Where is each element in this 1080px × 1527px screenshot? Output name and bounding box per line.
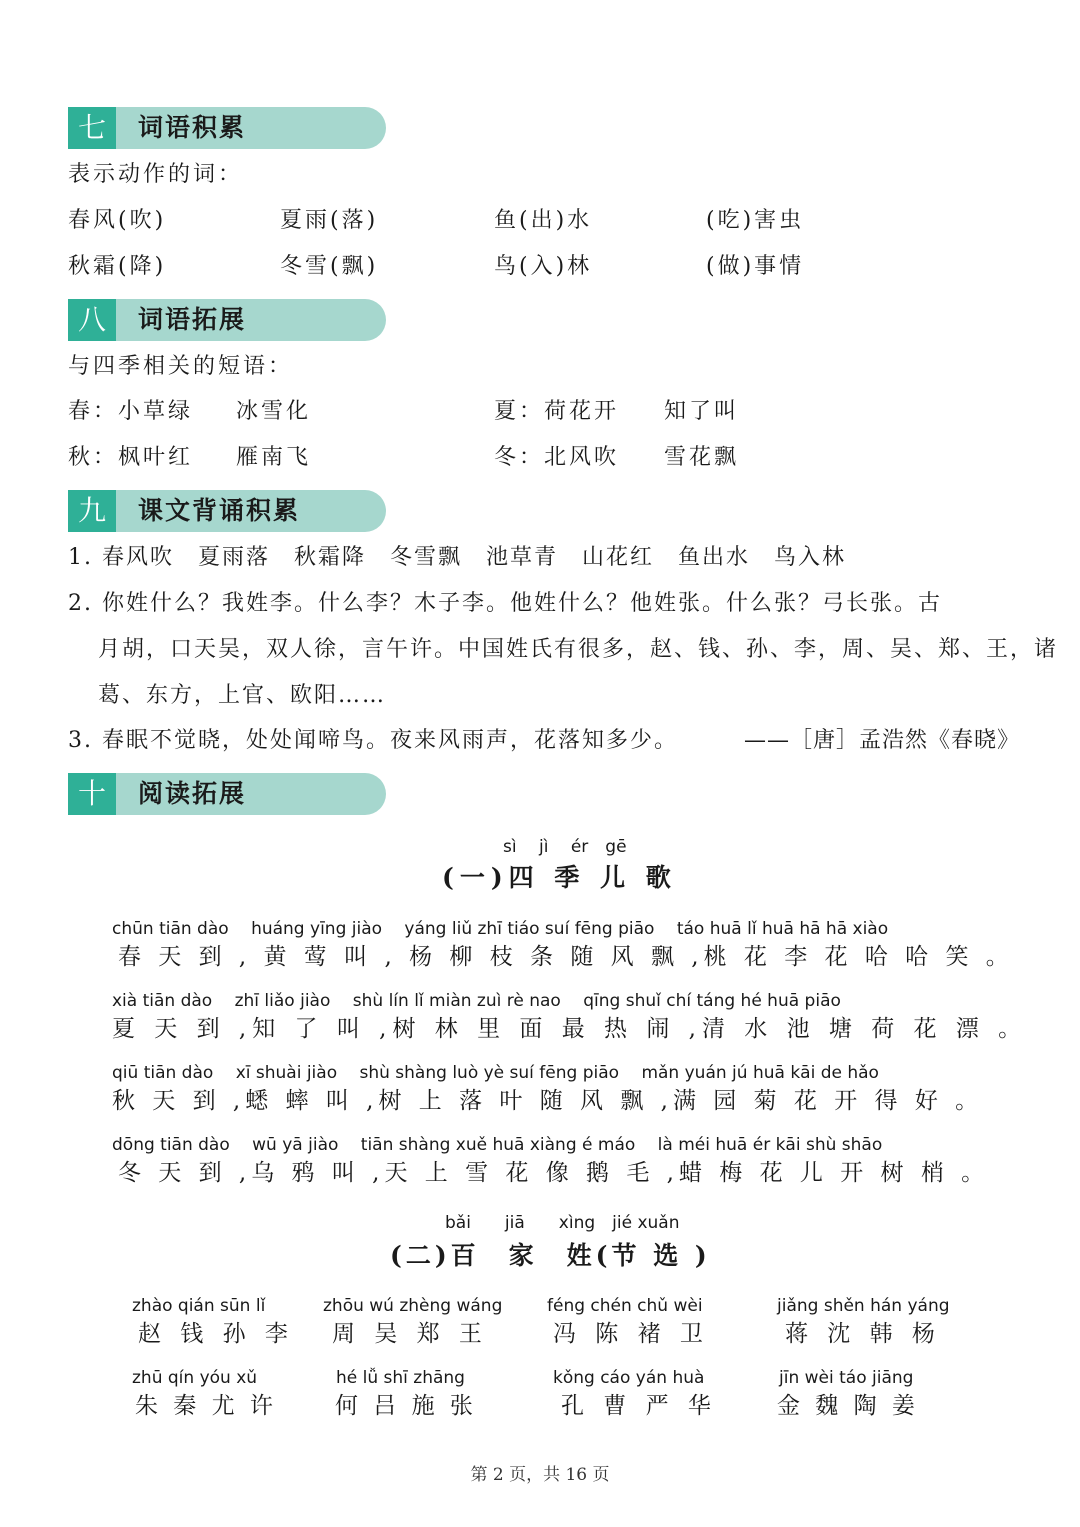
surname-group: 金 魏 陶 姜 — [777, 1393, 919, 1419]
pinyin-line: qiū tiān dào xī shuài jiào shù shàng luò yè suí fēng piāo mǎn yuán jú huā kāi de hǎo — [112, 1063, 879, 1083]
surname-pinyin: jīn wèi táo jiāng — [779, 1368, 914, 1388]
poem-title: (二)百 家 姓(节 选 ) — [390, 1241, 711, 1270]
pinyin-line: chūn tiān dào huáng yīng jiào yáng liǔ zhī tiáo suí fēng piāo táo huā lǐ huā hā hā xiào — [112, 919, 889, 939]
surname-pinyin: zhào qián sūn lǐ — [132, 1296, 266, 1316]
surname-group: 何 吕 施 张 — [335, 1393, 477, 1419]
section-title: 词语积累 — [138, 113, 247, 142]
recitation-line-2: 2. 你姓什么？我姓李。什么李？木子李。他姓什么？他姓张。什么张？弓长张。古 — [68, 591, 942, 616]
word-item: 冬雪(飘) — [280, 254, 379, 279]
section-7-banner — [68, 107, 386, 149]
recitation-line-1: 1. 春风吹 夏雨落 秋霜降 冬雪飘 池草青 山花红 鱼出水 鸟入林 — [68, 545, 846, 570]
word-item: (做)事情 — [706, 254, 805, 279]
phrase-item: 春：小草绿 — [68, 399, 194, 424]
pinyin-line: xià tiān dào zhī liǎo jiào shù lín lǐ miàn zuì rè nao qīng shuǐ chí táng hé huā piāo — [112, 991, 841, 1011]
section-number: 八 — [68, 299, 116, 341]
poem-source: ——［唐］孟浩然《春晓》 — [744, 728, 1021, 753]
poem-line: 夏 天 到 ,知 了 叫 ,树 林 里 面 最 热 闹 ,清 水 池 塘 荷 花 漂 。 — [112, 1016, 1028, 1042]
surname-pinyin: zhū qín yóu xǔ — [132, 1368, 258, 1388]
section-number: 七 — [68, 107, 116, 149]
surname-group: 朱 秦 尤 许 — [135, 1393, 277, 1419]
poem-line: 秋 天 到 ,蟋 蟀 叫 ,树 上 落 叶 随 风 飘 ,满 园 菊 花 开 得 好 。 — [112, 1088, 984, 1114]
recitation-line-3: 3. 春眠不觉晓，处处闻啼鸟。夜来风雨声，花落知多少。 — [68, 728, 678, 753]
surname-pinyin: jiǎng shěn hán yáng — [777, 1296, 950, 1316]
phrase-item: 知了叫 — [664, 399, 740, 424]
section-number: 十 — [68, 773, 116, 815]
word-item: 鱼(出)水 — [494, 208, 593, 233]
poem-title: (一)四 季 儿 歌 — [442, 863, 677, 892]
pinyin-line: dōng tiān dào wū yā jiào tiān shàng xuě huā xiàng é máo là méi huā ér kāi shù shāo — [112, 1135, 883, 1155]
poem-title-pinyin: bǎi jiā xìng jié xuǎn — [445, 1213, 680, 1233]
poem-title-pinyin: sì jì ér gē — [503, 837, 627, 857]
surname-group: 孔 曹 严 华 — [561, 1393, 717, 1419]
section-9-banner — [68, 490, 386, 532]
phrase-item: 冬：北风吹 — [494, 445, 620, 470]
section-title: 课文背诵积累 — [138, 496, 301, 525]
section-8-intro: 与四季相关的短语： — [68, 354, 294, 379]
surname-pinyin: kǒng cáo yán huà — [553, 1368, 705, 1388]
poem-line: 冬 天 到 ,乌 鸦 叫 ,天 上 雪 花 像 鹅 毛 ,蜡 梅 花 儿 开 树 梢 。 — [118, 1160, 990, 1186]
word-item: 春风(吹) — [68, 208, 167, 233]
phrase-item: 夏：荷花开 — [494, 399, 620, 424]
surname-pinyin: zhōu wú zhèng wáng — [323, 1296, 503, 1316]
word-item: (吃)害虫 — [706, 208, 805, 233]
surname-group: 周 吴 郑 王 — [332, 1321, 488, 1347]
phrase-item: 雁南飞 — [236, 445, 312, 470]
section-number: 九 — [68, 490, 116, 532]
section-title: 阅读拓展 — [138, 779, 247, 808]
surname-group: 冯 陈 褚 卫 — [553, 1321, 709, 1347]
surname-group: 蒋 沈 韩 杨 — [785, 1321, 941, 1347]
recitation-line-2-cont: 月胡，口天吴，双人徐，言午许。中国姓氏有很多，赵、钱、孙、李，周、吴、郑、王，诸 — [98, 637, 1059, 662]
phrase-item: 雪花飘 — [664, 445, 740, 470]
section-8-banner — [68, 299, 386, 341]
surname-pinyin: féng chén chǔ wèi — [547, 1296, 703, 1316]
page-number: 第 2 页，共 16 页 — [470, 1465, 610, 1485]
section-10-banner — [68, 773, 386, 815]
poem-line: 春 天 到 , 黄 莺 叫 , 杨 柳 枝 条 随 风 飘 ,桃 花 李 花 哈 哈 笑 。 — [118, 944, 1014, 970]
recitation-line-2-cont: 葛、东方，上官、欧阳…… — [98, 683, 387, 708]
section-7-intro: 表示动作的词： — [68, 162, 244, 187]
phrase-item: 秋：枫叶红 — [68, 445, 194, 470]
word-item: 鸟(入)林 — [494, 254, 593, 279]
phrase-item: 冰雪化 — [236, 399, 312, 424]
surname-pinyin: hé lǚ shī zhāng — [336, 1368, 465, 1388]
word-item: 秋霜(降) — [68, 254, 167, 279]
surname-group: 赵 钱 孙 李 — [138, 1321, 294, 1347]
word-item: 夏雨(落) — [280, 208, 379, 233]
section-title: 词语拓展 — [138, 305, 247, 334]
